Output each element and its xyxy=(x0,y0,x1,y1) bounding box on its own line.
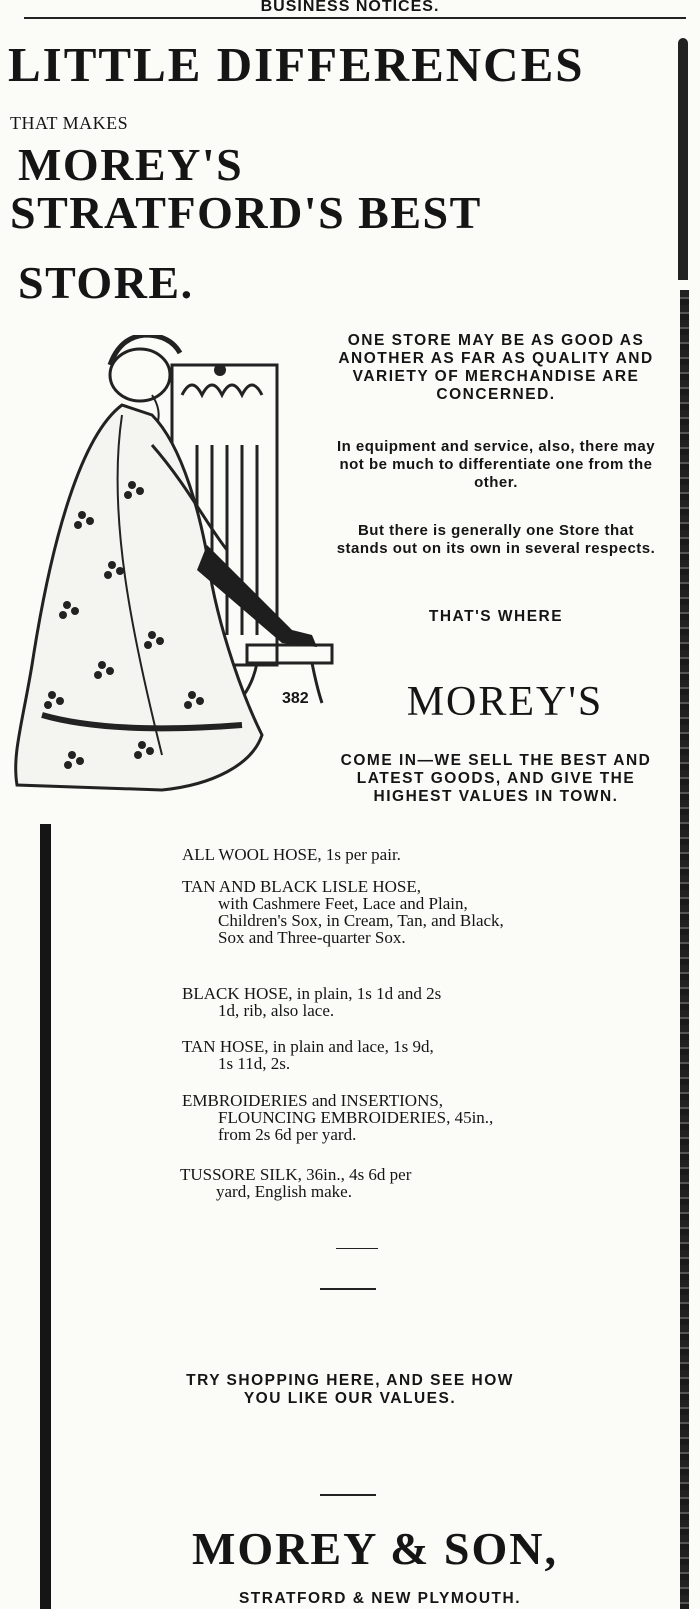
list-item-rest: 1s 11d, 2s. xyxy=(218,1054,291,1073)
copy-paragraph-2: In equipment and service, also, there may not be much to differentiate one from the other. xyxy=(336,438,656,491)
firm-name: MOREY & SON, xyxy=(191,1523,558,1574)
lady-illustration-drawing xyxy=(12,335,342,815)
copy-paragraph-1: ONE STORE MAY BE AS GOOD AS ANOTHER AS FAR AS QUALITY AND VARIETY OF MERCHANDISE ARE CONCERNED. xyxy=(338,332,654,403)
right-border xyxy=(680,290,689,1609)
divider-rule-lower xyxy=(320,1494,376,1496)
list-item-rest: with Cashmere Feet, Lace and Plain, Children's Sox, in Cream, Tan, and Black, Sox and Three-quarter Sox. xyxy=(218,894,504,947)
list-item-rest: yard, English make. xyxy=(216,1182,352,1201)
headline-main: LITTLE DIFFERENCES xyxy=(8,37,585,92)
copy-paragraph-3: But there is generally one Store that stands out on its own in several respects. xyxy=(336,522,656,557)
dotted-rule xyxy=(336,1248,378,1249)
list-item xyxy=(180,1166,520,1200)
list-item xyxy=(182,846,522,863)
list-item-rest: 1d, rib, also lace. xyxy=(218,1001,335,1020)
headline-intro: THAT MAKES xyxy=(10,113,129,133)
list-item xyxy=(182,1038,522,1072)
try-shopping-text: TRY SHOPPING HERE, AND SEE HOW YOU LIKE OUR VALUES. xyxy=(186,1372,514,1407)
list-item xyxy=(182,878,522,946)
list-item xyxy=(182,1092,522,1143)
plate-number: 382 xyxy=(282,690,309,707)
list-item-first-line: TAN HOSE, in plain and lace, 1s 9d, xyxy=(182,1037,434,1056)
headline-store: MOREY'S xyxy=(18,139,244,190)
section-header: BUSINESS NOTICES. xyxy=(260,0,440,15)
list-item xyxy=(182,985,522,1019)
list-item-first-line: TAN AND BLACK LISLE HOSE, xyxy=(182,877,421,896)
right-border-top xyxy=(678,38,688,280)
divider-rule xyxy=(320,1288,376,1290)
left-border xyxy=(40,824,51,1609)
headline-best: STRATFORD'S BEST xyxy=(10,187,482,238)
thats-where-label: THAT'S WHERE xyxy=(428,608,564,625)
store-name-mid: MOREY'S xyxy=(406,679,604,725)
header-rule xyxy=(24,17,686,19)
lady-illustration xyxy=(12,335,342,815)
list-item-rest: FLOUNCING EMBROIDERIES, 45in., from 2s 6d per yard. xyxy=(218,1108,494,1144)
list-item-first-line: BLACK HOSE, in plain, 1s 1d and 2s xyxy=(182,984,442,1003)
copy-paragraph-4: COME IN—WE SELL THE BEST AND LATEST GOODS, AND GIVE THE HIGHEST VALUES IN TOWN. xyxy=(340,752,652,805)
list-item-first-line: TUSSORE SILK, 36in., 4s 6d per xyxy=(180,1165,412,1184)
headline-store-word: STORE. xyxy=(18,257,194,308)
list-item-first-line: ALL WOOL HOSE, 1s per pair. xyxy=(182,845,401,864)
firm-towns: STRATFORD & NEW PLYMOUTH. xyxy=(238,1590,522,1607)
list-item-first-line: EMBROIDERIES and INSERTIONS, xyxy=(182,1091,444,1110)
